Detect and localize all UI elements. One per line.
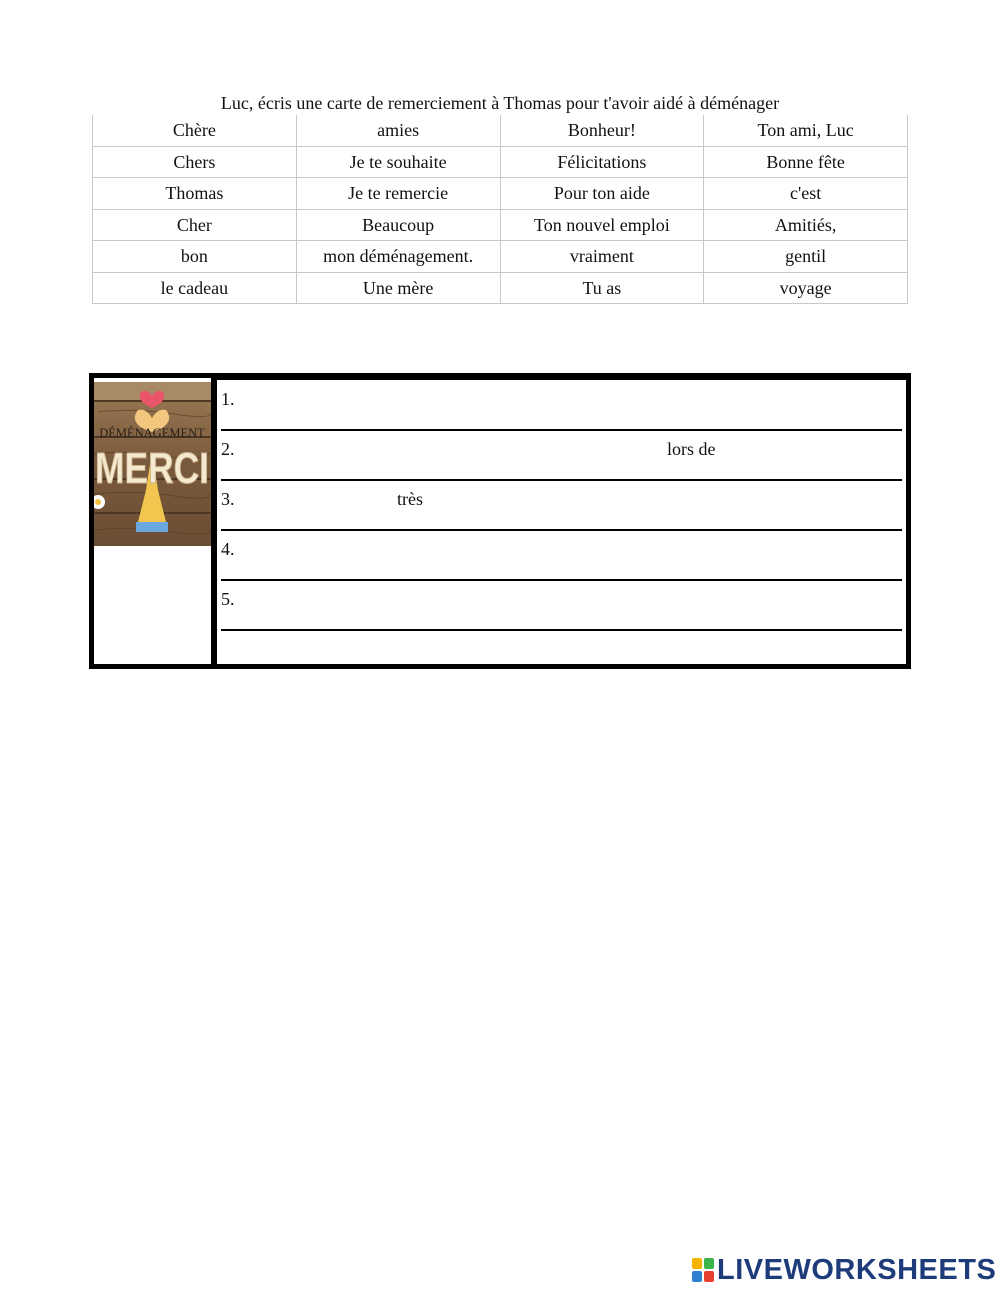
merci-image — [94, 382, 211, 546]
word-row — [93, 241, 908, 273]
word-cell[interactable]: Tu as — [500, 272, 704, 304]
word-cell[interactable]: voyage — [704, 272, 908, 304]
answer-line[interactable] — [221, 581, 902, 631]
word-cell[interactable]: Ton ami, Luc — [704, 115, 908, 146]
word-bank-table — [92, 115, 908, 304]
word-cell[interactable]: Ton nouvel emploi — [500, 209, 704, 241]
word-row — [93, 272, 908, 304]
line-number: 3. — [221, 489, 235, 509]
word-cell[interactable]: amies — [296, 115, 500, 146]
line-hint-text: très — [397, 489, 423, 509]
word-cell[interactable]: Chers — [93, 146, 297, 178]
worksheet-title: Luc, écris une carte de remerciement à Thomas pour t'avoir aidé à déménager — [220, 93, 780, 113]
word-cell[interactable]: Beaucoup — [296, 209, 500, 241]
word-cell[interactable]: vraiment — [500, 241, 704, 273]
word-cell[interactable]: Thomas — [93, 178, 297, 210]
liveworksheets-badge-icon — [692, 1258, 714, 1282]
word-row — [93, 178, 908, 210]
answer-line[interactable] — [221, 531, 902, 581]
line-hint-text: lors de — [667, 439, 716, 459]
word-cell[interactable]: Bonne fête — [704, 146, 908, 178]
demenagement-text: DÉMÉNAGEMENT — [99, 426, 205, 440]
word-cell[interactable]: Je te remercie — [296, 178, 500, 210]
word-cell[interactable]: bon — [93, 241, 297, 273]
line-number: 1. — [221, 389, 235, 409]
word-cell[interactable]: Pour ton aide — [500, 178, 704, 210]
badge-square-3 — [692, 1271, 702, 1282]
line-number: 2. — [221, 439, 235, 459]
word-cell[interactable]: le cadeau — [93, 272, 297, 304]
word-cell[interactable]: Une mère — [296, 272, 500, 304]
word-row — [93, 115, 908, 146]
badge-square-2 — [704, 1258, 714, 1269]
badge-square-1 — [692, 1258, 702, 1269]
word-cell[interactable]: Bonheur! — [500, 115, 704, 146]
liveworksheets-wordmark: LIVEWORKSHEETS — [717, 1254, 997, 1286]
writing-lines — [217, 378, 906, 664]
thank-you-card — [89, 373, 911, 669]
word-row — [93, 209, 908, 241]
word-cell[interactable]: Félicitations — [500, 146, 704, 178]
word-cell[interactable]: Amitiés, — [704, 209, 908, 241]
word-cell[interactable]: Chère — [93, 115, 297, 146]
merci-picture — [94, 382, 211, 546]
line-rule — [221, 629, 902, 631]
merci-text: MERCI — [95, 444, 209, 493]
word-cell[interactable]: Cher — [93, 209, 297, 241]
word-cell[interactable]: Je te souhaite — [296, 146, 500, 178]
line-number: 5. — [221, 589, 235, 609]
answer-line[interactable] — [221, 431, 902, 481]
badge-square-4 — [704, 1271, 714, 1282]
answer-line[interactable] — [221, 481, 902, 531]
word-cell[interactable]: c'est — [704, 178, 908, 210]
word-cell[interactable]: gentil — [704, 241, 908, 273]
liveworksheets-logo — [692, 1255, 996, 1285]
line-number: 4. — [221, 539, 235, 559]
word-row — [93, 146, 908, 178]
word-cell[interactable]: mon déménagement. — [296, 241, 500, 273]
answer-line[interactable] — [221, 381, 902, 431]
